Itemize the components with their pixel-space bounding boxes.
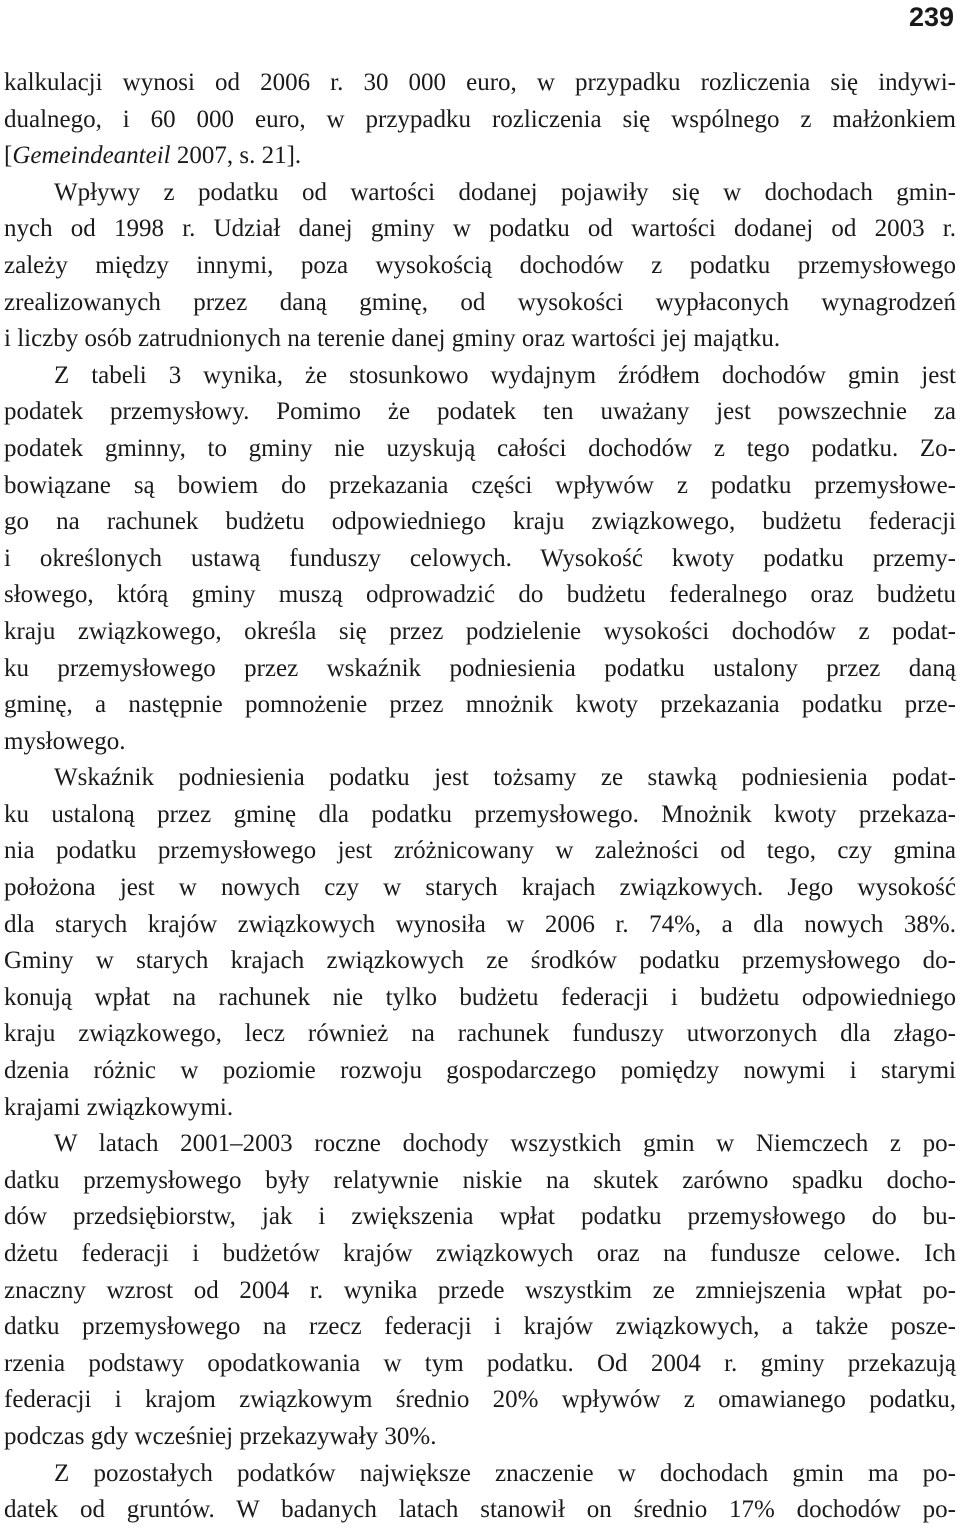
text-line: ku przemysłowego przez wskaźnik podniesienia podatku ustalony przez daną xyxy=(4,654,956,682)
text-line: krajami związkowymi. xyxy=(4,1093,234,1121)
text-line: nia podatku przemysłowego jest zróżnicowany w zależności od tego, czy gmina xyxy=(4,837,956,865)
text-line: dzenia różnic w poziomie rozwoju gospodarczego pomiędzy nowymi i starymi xyxy=(4,1057,956,1085)
text-line: konują wpłat na rachunek nie tylko budżetu federacji i budżetu odpowiedniego xyxy=(4,983,956,1011)
text-line: dów przedsiębiorstw, jak i zwiększenia wpłat podatku przemysłowego do bu- xyxy=(4,1203,956,1231)
text-line: kraju związkowego, lecz również na rachunek funduszy utworzonych dla złago- xyxy=(4,1020,956,1048)
text-line: bowiązane są bowiem do przekazania części wpływów z podatku przemysłowe- xyxy=(4,471,956,499)
text-line: Wpływy z podatku od wartości dodanej pojawiły się w dochodach gmin- xyxy=(54,178,956,206)
text-line: gminę, a następnie pomnożenie przez mnożnik kwoty przekazania podatku prze- xyxy=(4,691,956,719)
text-line: i określonych ustawą funduszy celowych. Wysokość kwoty podatku przemy- xyxy=(4,544,956,572)
text-line: [Gemeindeanteil 2007, s. 21]. xyxy=(4,142,302,170)
text-line: zrealizowanych przez daną gminę, od wysokości wypłaconych wynagrodzeń xyxy=(4,288,956,316)
text-line: W latach 2001–2003 roczne dochody wszystkich gmin w Niemczech z po- xyxy=(54,1130,956,1158)
text-line: dualnego, i 60 000 euro, w przypadku rozliczenia się wspólnego z małżonkiem xyxy=(4,105,956,133)
text-line: Z tabeli 3 wynika, że stosunkowo wydajnym źródłem dochodów gmin jest xyxy=(54,361,956,389)
text-line: Gminy w starych krajach związkowych ze środków podatku przemysłowego do- xyxy=(4,947,956,975)
text-line: federacji i krajom związkowym średnio 20% wpływów z omawianego podatku, xyxy=(4,1386,956,1414)
text-line: dla starych krajów związkowych wynosiła w 2006 r. 74%, a dla nowych 38%. xyxy=(4,910,956,938)
text-line: kraju związkowego, określa się przez podzielenie wysokości dochodów z podat- xyxy=(4,617,956,645)
text-line: dżetu federacji i budżetów krajów związkowych oraz na fundusze celowe. Ich xyxy=(4,1240,956,1267)
text-line: położona jest w nowych czy w starych krajach związkowych. Jego wysokość xyxy=(4,874,956,902)
text-line: Z pozostałych podatków największe znaczenie w dochodach gmin ma po- xyxy=(54,1459,956,1487)
text-line: datek od gruntów. W badanych latach stanowił on średnio 17% dochodów po- xyxy=(4,1496,956,1524)
text-line: Wskaźnik podniesienia podatku jest tożsamy ze stawką podniesienia podat- xyxy=(54,764,956,792)
text-line: znaczny wzrost od 2004 r. wynika przede wszystkim ze zmniejszenia wpłat po- xyxy=(4,1276,956,1304)
text-line: nych od 1998 r. Udział danej gminy w podatku od wartości dodanej od 2003 r. xyxy=(4,215,956,243)
text-line: słowego, którą gminy muszą odprowadzić do budżetu federalnego oraz budżetu xyxy=(4,581,956,609)
text-line: kalkulacji wynosi od 2006 r. 30 000 euro, w przypadku rozliczenia się indywi- xyxy=(4,69,956,96)
text-line: ku ustaloną przez gminę dla podatku przemysłowego. Mnożnik kwoty przekaza- xyxy=(4,800,956,828)
text-line: zależy między innymi, poza wysokością dochodów z podatku przemysłowego xyxy=(4,251,956,279)
text-line: go na rachunek budżetu odpowiedniego kraju związkowego, budżetu federacji xyxy=(4,508,956,536)
text-body xyxy=(4,65,956,1529)
text-line: podatek przemysłowy. Pomimo że podatek ten uważany jest powszechnie za xyxy=(4,398,956,426)
text-line: podczas gdy wcześniej przekazywały 30%. xyxy=(4,1422,437,1450)
text-line: mysłowego. xyxy=(4,727,126,755)
text-line: rzenia podstawy opodatkowania w tym podatku. Od 2004 r. gminy przekazują xyxy=(4,1349,956,1377)
text-line: datku przemysłowego były relatywnie niskie na skutek zarówno spadku docho- xyxy=(4,1166,956,1194)
text-line: podatek gminny, to gminy nie uzyskują całości dochodów z tego podatku. Zo- xyxy=(4,434,956,462)
page-number: 239 xyxy=(908,2,954,32)
text-line: i liczby osób zatrudnionych na terenie danej gminy oraz wartości jej majątku. xyxy=(4,325,781,353)
text-line: datku przemysłowego na rzecz federacji i krajów związkowych, a także posze- xyxy=(4,1313,956,1341)
